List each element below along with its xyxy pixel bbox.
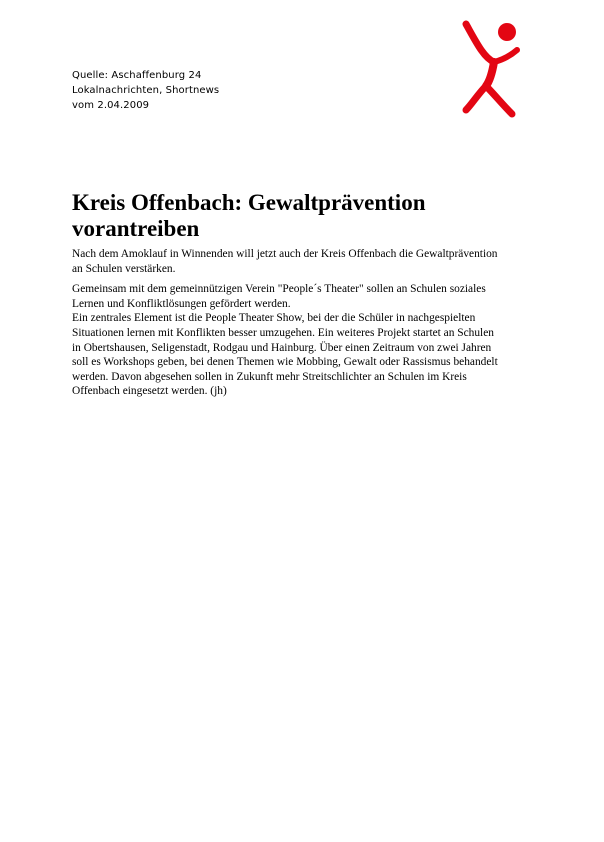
article-body [72, 282, 534, 399]
source-info [72, 68, 219, 113]
text-line: an Schulen verstärken. [72, 262, 176, 275]
text-line: Gemeinsam mit dem gemeinnützigen Verein "People´s Theater" sollen an Schulen soziales [72, 283, 486, 296]
source-date: vom 2.04.2009 [72, 100, 150, 111]
headline-line: vorantreiben [72, 216, 200, 241]
text-line: Situationen lernen mit Konflikten besser umzugehen. Ein weiteres Projekt startet an Schulen [72, 326, 494, 339]
source-name: Quelle: Aschaffenburg 24 [72, 70, 202, 81]
headline-line: Kreis Offenbach: Gewaltprävention [72, 190, 426, 215]
text-line: soll es Workshops geben, bei denen Themen wie Mobbing, Gewalt oder Rassismus behandelt [72, 356, 498, 369]
text-line: werden. Davon abgesehen sollen in Zukunft mehr Streitschlichter an Schulen im Kreis [72, 370, 467, 383]
article-headline [72, 190, 534, 242]
article [72, 190, 534, 399]
text-line: Offenbach eingesetzt werden. (jh) [72, 385, 227, 398]
red-stick-figure-icon [462, 14, 526, 122]
text-line: Lernen und Konfliktlösungen gefördert werden. [72, 297, 291, 310]
text-line: Ein zentrales Element ist die People Theater Show, bei der die Schüler in nachgespielten [72, 312, 476, 325]
article-intro [72, 247, 534, 276]
text-line: Nach dem Amoklauf in Winnenden will jetzt auch der Kreis Offenbach die Gewaltprävention [72, 248, 498, 260]
text-line: in Obertshausen, Seligenstadt, Rodgau und Hainburg. Über einen Zeitraum von zwei Jahren [72, 341, 492, 354]
source-category: Lokalnachrichten, Shortnews [72, 85, 220, 96]
